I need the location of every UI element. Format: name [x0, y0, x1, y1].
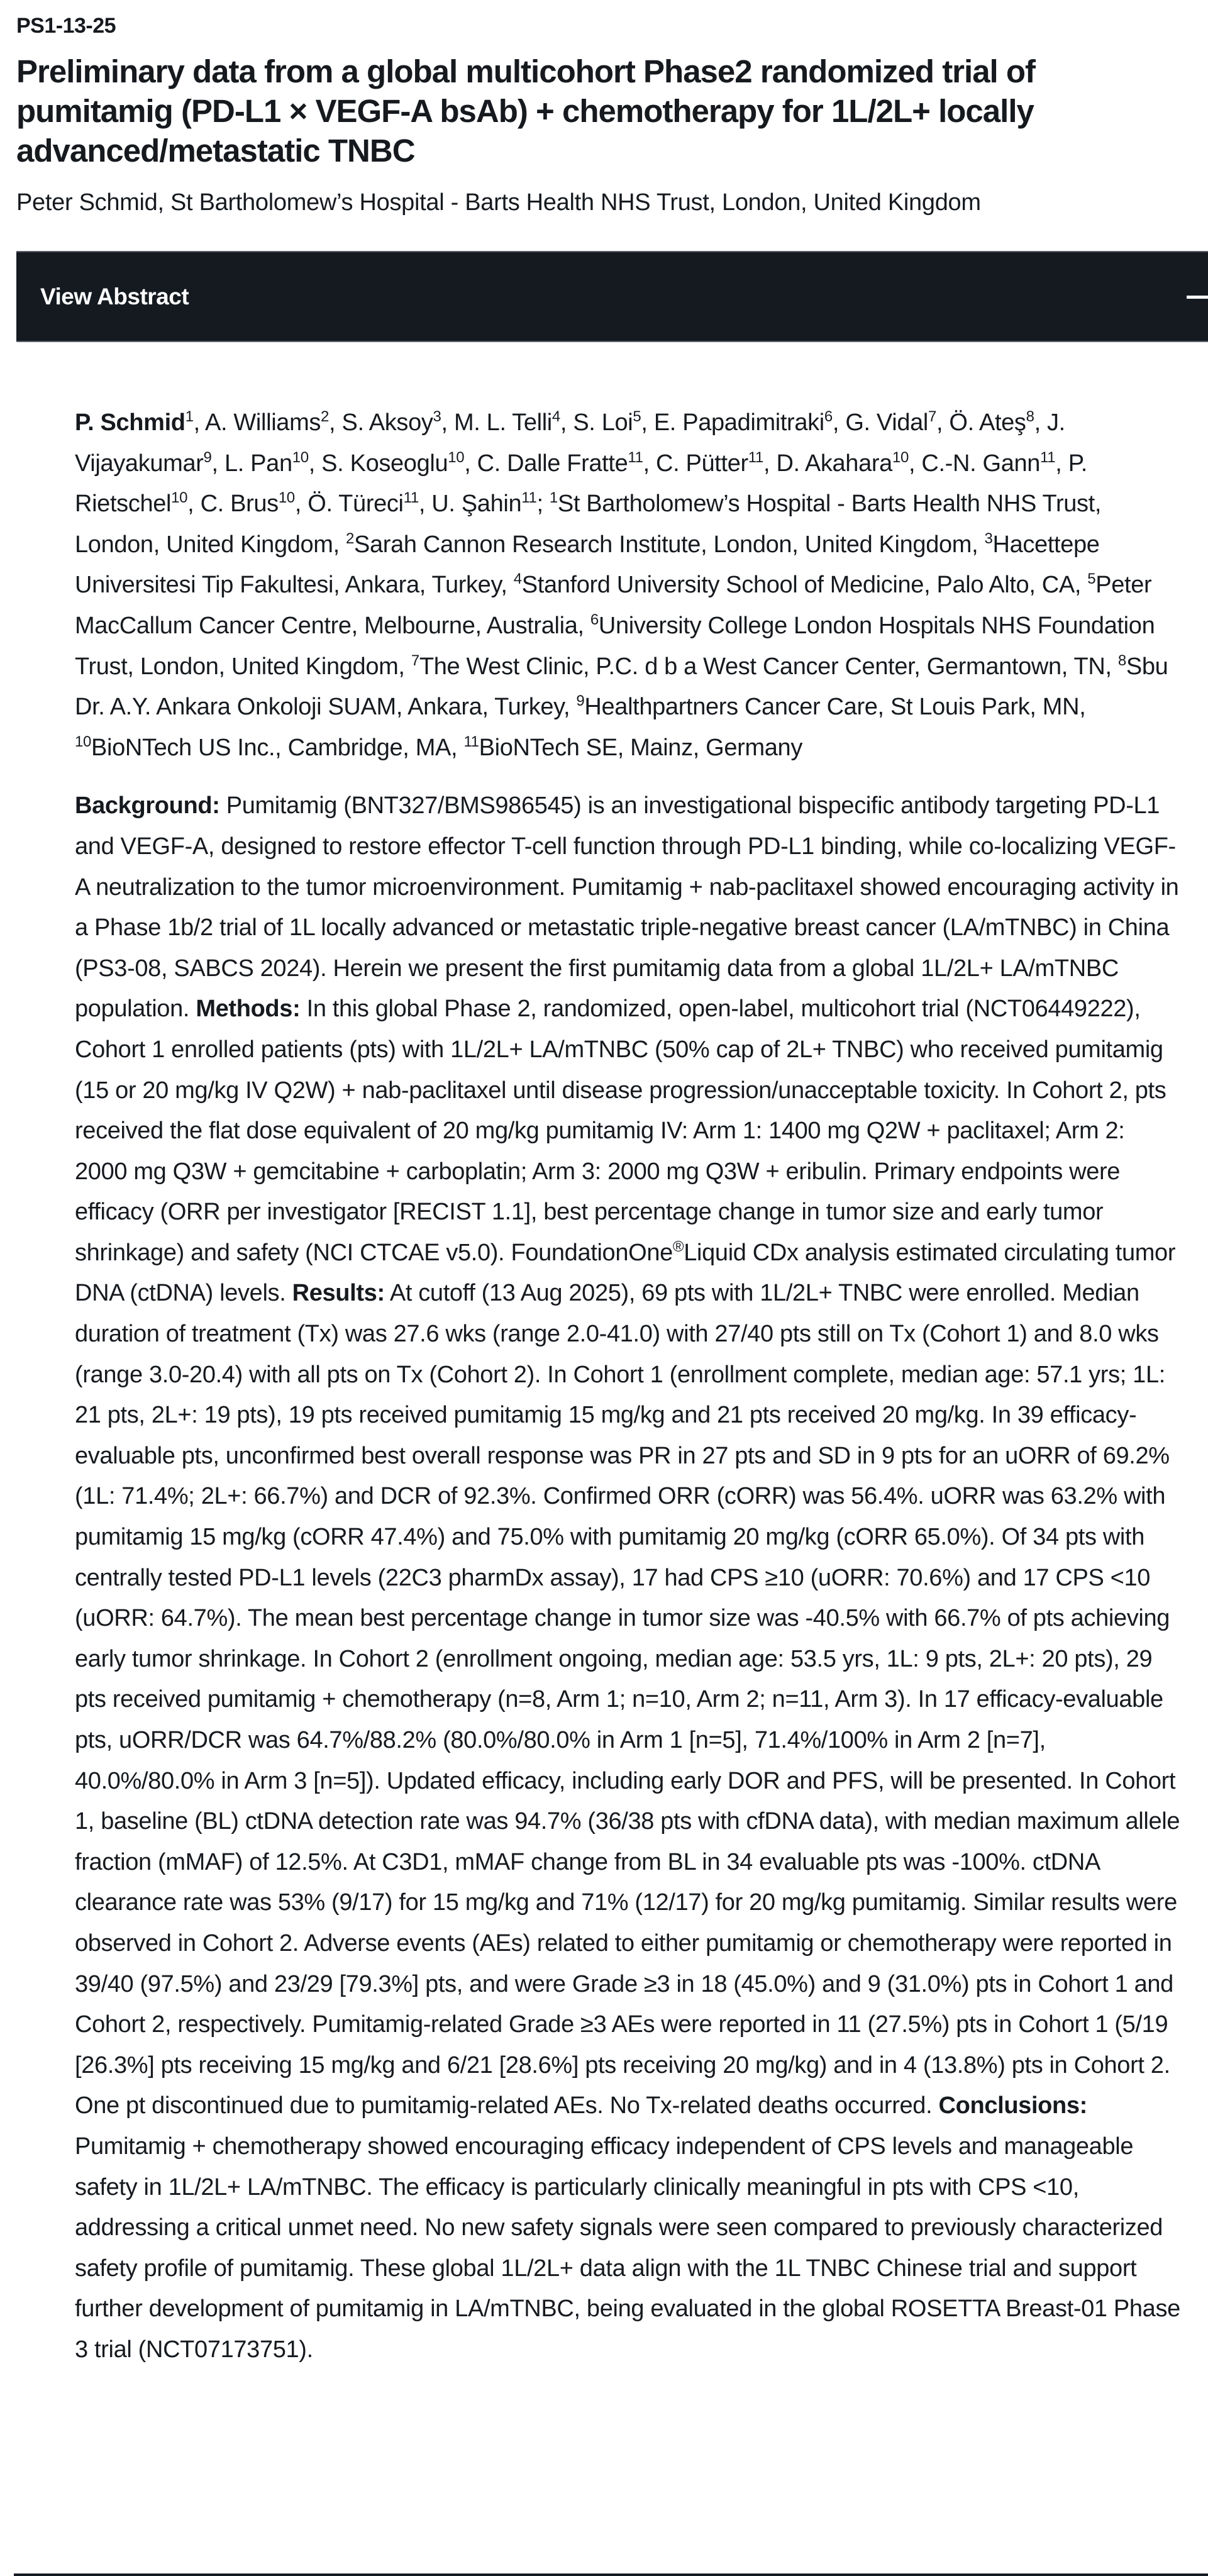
conclusions-text: Pumitamig + chemotherapy showed encouraging efficacy independent of CPS levels and manageable safety in 1L/2L+ LA/mTNBC. The efficacy is particularly clinically meaningful in pts with CPS <10, addressing a critical unmet need. No new safety signals were seen compared to previously characterized safety profile of pumitamig. These global 1L/2L+ data align with the 1L TNBC Chinese trial and support further development of pumitamig in LA/mTNBC, being evaluated in the global ROSETTA Breast-01 Phase 3 trial (NCT07173751). — [75, 2133, 1180, 2363]
author-affiliation-number: 10 — [292, 448, 309, 466]
author-affiliation-number: 11 — [521, 489, 537, 507]
methods-text-cont: Liquid CDx analysis estimated circulating tumor DNA (ctDNA) levels. — [75, 1239, 1176, 1307]
author-affiliation-number: 2 — [321, 408, 330, 425]
author-name: D. Akahara — [776, 450, 892, 477]
minus-icon[interactable] — [1180, 284, 1208, 309]
next-section-bar — [14, 2573, 1208, 2576]
methods-text: In this global Phase 2, randomized, open-label, multicohort trial (NCT06449222), Cohort 1 enrolled patients (pts) with 1L/2L+ LA/mTNBC (50% cap of 2L+ TNBC) who received pumitamig (15 or 20 mg/kg IV Q2W) + nab-paclitaxel until disease progression/unacceptable toxicity. In Cohort 2, pts received the flat dose equivalent of 20 mg/kg pumitamig IV: Arm 1: 1400 mg Q2W + paclitaxel; Arm 2: 2000 mg Q3W + gemcitabine + carboplatin; Arm 3: 2000 mg Q3W + eribulin. Primary endpoints were efficacy (ORR per investigator [RECIST 1.1], best percentage change in tumor size and early tumor shrinkage) and safety (NCI CTCAE v5.0). FoundationOne — [75, 996, 1166, 1266]
author-name: G. Vidal — [845, 409, 928, 436]
author-affiliation-number: 9 — [203, 448, 212, 466]
affiliation-text: The West Clinic, P.C. d b a West Cancer Center, Germantown, TN — [419, 653, 1105, 680]
author-affiliation-number: 8 — [1026, 408, 1034, 425]
affiliation-number: 3 — [984, 530, 993, 547]
author-name: Ö. Türeci — [308, 491, 404, 518]
author-affiliation-number: 3 — [433, 408, 441, 425]
author-name: S. Aksoy — [341, 409, 433, 436]
author-name: L. Pan — [224, 450, 292, 477]
abstract-body — [75, 402, 1182, 2370]
conclusions-heading: Conclusions: — [938, 2092, 1087, 2119]
author-name: Ö. Ateş — [949, 409, 1026, 436]
author-affiliation-number: 11 — [403, 489, 419, 507]
author-affiliation-number: 6 — [824, 408, 833, 425]
affiliation-text: Hacettepe Universitesi Tip Fakultesi, Ankara, Turkey — [75, 531, 1100, 599]
author-affiliation-number: 10 — [892, 448, 909, 466]
background-heading: Background: — [75, 792, 220, 819]
author-affiliation-number: 1 — [185, 408, 194, 425]
author-name: C. Dalle Fratte — [477, 450, 628, 477]
author-affiliation-number: 4 — [551, 408, 560, 425]
affiliation-number: 6 — [590, 611, 599, 628]
affiliation-text: BioNTech SE, Mainz, Germany — [479, 734, 802, 761]
background-text: Pumitamig (BNT327/BMS986545) is an investigational bispecific antibody targeting PD-L1 and VEGF-A, designed to restore effector T-cell function through PD-L1 binding, while co-localizing VEGF-A neutralization to the tumor microenvironment. Pumitamig + nab-paclitaxel showed encouraging activity in a Phase 1b/2 trial of 1L locally advanced or metastatic triple-negative breast cancer (LA/mTNBC) in China (PS3-08, SABCS 2024). Herein we present the first pumitamig data from a global 1L/2L+ LA/mTNBC population. — [75, 792, 1179, 1023]
abstract-title: Preliminary data from a global multicohort Phase2 randomized trial of pumitamig (PD-L1 × VEGF-A bsAb) + chemotherapy for 1L/2L+ locally advanced/metastatic TNBC — [16, 53, 1036, 169]
affiliation-text: BioNTech US Inc., Cambridge, MA — [91, 734, 452, 761]
author-name: J. Vijayakumar — [75, 409, 1065, 477]
abstract-text — [75, 786, 1182, 2370]
affiliation-number: 8 — [1117, 652, 1126, 669]
author-name: E. Papadimitraki — [653, 409, 824, 436]
author-affiliation-number: 11 — [748, 448, 764, 466]
affiliation-number: 9 — [576, 692, 585, 710]
affiliation-number: 11 — [463, 733, 479, 750]
affiliation-number: 1 — [549, 489, 558, 507]
affiliation-text: Healthpartners Cancer Care, St Louis Park, MN — [584, 694, 1080, 721]
author-name: S. Loi — [573, 409, 633, 436]
author-name: A. Williams — [205, 409, 321, 436]
affiliation-number: 2 — [346, 530, 355, 547]
affiliation-text: Sbu Dr. A.Y. Ankara Onkoloji SUAM, Ankara, Turkey — [75, 653, 1168, 721]
affiliation-text: Peter MacCallum Cancer Centre, Melbourne, Australia — [75, 572, 1152, 639]
author-affiliation-number: 11 — [628, 448, 643, 466]
affiliation-text: St Bartholomew’s Hospital - Barts Health NHS Trust, London, United Kingdom — [75, 491, 1102, 558]
affiliation-number: 10 — [75, 733, 91, 750]
author-affiliation-number: 10 — [171, 489, 188, 507]
author-affiliation-number: 10 — [278, 489, 295, 507]
author-affiliation-number: 10 — [448, 448, 465, 466]
affiliation-number: 5 — [1087, 570, 1096, 588]
author-name: C. Pütter — [656, 450, 748, 477]
methods-heading: Methods: — [196, 996, 301, 1023]
results-heading: Results: — [292, 1280, 385, 1307]
author-name: C.-N. Gann — [921, 450, 1041, 477]
author-name: U. Şahin — [431, 491, 522, 518]
affiliation-number: 7 — [411, 652, 419, 669]
author-affiliation-number: 11 — [1040, 448, 1056, 466]
author-name: M. L. Telli — [453, 409, 552, 436]
view-abstract-toggle[interactable] — [16, 251, 1208, 342]
affiliation-text: Sarah Cannon Research Institute, London, United Kingdom — [354, 531, 972, 558]
author-affiliation-number: 5 — [633, 408, 641, 425]
affiliation-text: University College London Hospitals NHS Foundation Trust, London, United Kingdom — [75, 612, 1155, 680]
results-text: At cutoff (13 Aug 2025), 69 pts with 1L/2L+ TNBC were enrolled. Median duration of treatment (Tx) was 27.6 wks (range 2.0-41.0) with 27/40 pts still on Tx (Cohort 1) and 8.0 wks (range 3.0-20.4) with all pts on Tx (Cohort 2). In Cohort 1 (enrollment complete, median age: 57.1 yrs; 1L: 21 pts, 2L+: 19 pts), 19 pts received pumitamig 15 mg/kg and 21 pts received 20 mg/kg. In 39 efficacy-evaluable pts, unconfirmed best overall response was PR in 27 pts and SD in 9 pts for an uORR of 69.2% (1L: 71.4%; 2L+: 66.7%) and DCR of 92.3%. Confirmed ORR (cORR) was 56.4%. uORR was 63.2% with pumitamig 15 mg/kg (cORR 47.4%) and 75.0% with pumitamig 20 mg/kg (cORR 65.0%). Of 34 pts with centrally tested PD-L1 levels (22C3 pharmDx assay), 17 had CPS ≥10 (uORR: 70.6%) and 17 CPS <10 (uORR: 64.7%). The mean best percentage change in tumor size was -40.5% with 66.7% of pts achieving early tumor shrinkage. In Cohort 2 (enrollment ongoing, median age: 53.5 yrs, 1L: 9 pts, 2L+: 20 pts), 29 pts received pumitamig + chemotherapy (n=8, Arm 1; n=10, Arm 2; n=11, Arm 3). In 17 efficacy-evaluable pts, uORR/DCR was 64.7%/88.2% (80.0%/80.0% in Arm 1 [n=5], 71.4%/100% in Arm 2 [n=7], 40.0%/80.0% in Arm 3 [n=5]). Updated efficacy, including early DOR and PFS, will be presented. In Cohort 1, baseline (BL) ctDNA detection rate was 94.7% (36/38 pts with cfDNA data), with median maximum allele fraction (mMAF) of 12.5%. At C3D1, mMAF change from BL in 34 evaluable pts was -100%. ctDNA clearance rate was 53% (9/17) for 15 mg/kg and 71% (12/17) for 20 mg/kg pumitamig. Similar results were observed in Cohort 2. Adverse events (AEs) related to either pumitamig or chemotherapy were reported in 39/40 (97.5%) and 23/29 [79.3%] pts, and were Grade ≥3 in 18 (45.0%) and 9 (31.0%) pts in Cohort 1 and Cohort 2, respectively. Pumitamig-related Grade ≥3 AEs were reported in 11 (27.5%) pts in Cohort 1 (5/19 [26.3%] pts receiving 15 mg/kg and 6/21 [28.6%] pts receiving 20 mg/kg) and in 4 (13.8%) pts in Cohort 2. One pt discontinued due to pumitamig-related AEs. No Tx-related deaths occurred. — [75, 1280, 1180, 2119]
author-name: P. Schmid — [75, 409, 186, 436]
view-abstract-label: View Abstract — [40, 283, 189, 309]
author-name: P. Rietschel — [75, 450, 1087, 518]
registered-mark: ® — [672, 1238, 684, 1255]
authors-affiliations — [75, 402, 1182, 768]
author-list: P. Schmid$^1$, A. Williams$^2$, S. Aksoy$^3$, M. L. Telli$^4$, S. Loi$^5$, E. Papadimitraki$^6$, G. Vidal$^7$, Ö. Ateş$^8$, J. Vijayakumar$^9$, L. Pan$^{10}$, S. Koseoglu$^{10}$, C. Dalle Fratte$^{11}$, C. Pütter$^{11}$, D. Akahara$^{10}$, C.-N. Gann$^{11}$, P. Rietschel$^{10}$, C. Brus$^{10}$, Ö. Türeci$^{11}$, U. Şahin$^{11}$; $^1$St Bartholomew’s Hospital - Barts Health NHS Trust, London, United Kingdom, $^2$Sarah Cannon Research Institute, London, United Kingdom, $^3$Hacettepe Universitesi Tip Fakultesi, Ankara, Turkey, $^4$Stanford University School of Medicine, Palo Alto, CA, $^5$Peter MacCallum Cancer Centre, Melbourne, Australia, $^6$University College London Hospitals NHS Foundation Trust, London, United Kingdom, $^7$The West Clinic, P.C. d b a West Cancer Center, Germantown, TN, $^8$Sbu Dr. A.Y. Ankara Onkoloji SUAM, Ankara, Turkey, $^9$Healthpartners Cancer Care, St Louis Park, MN, $^{10}$BioNTech US Inc., Cambridge, MA, $^{11}$BioNTech SE, Mainz, Germany — [75, 408, 1168, 761]
author-name: S. Koseoglu — [321, 450, 448, 477]
affiliation-number: 4 — [513, 570, 522, 588]
author-affiliation-number: 7 — [928, 408, 936, 425]
abstract-code: PS1-13-25 — [16, 14, 116, 38]
affiliation-text: Stanford University School of Medicine, Palo Alto, CA — [521, 572, 1075, 599]
author-name: C. Brus — [200, 491, 279, 518]
presenter-line: Peter Schmid, St Bartholomew’s Hospital - Barts Health NHS Trust, London, United Kingdom — [16, 189, 981, 216]
